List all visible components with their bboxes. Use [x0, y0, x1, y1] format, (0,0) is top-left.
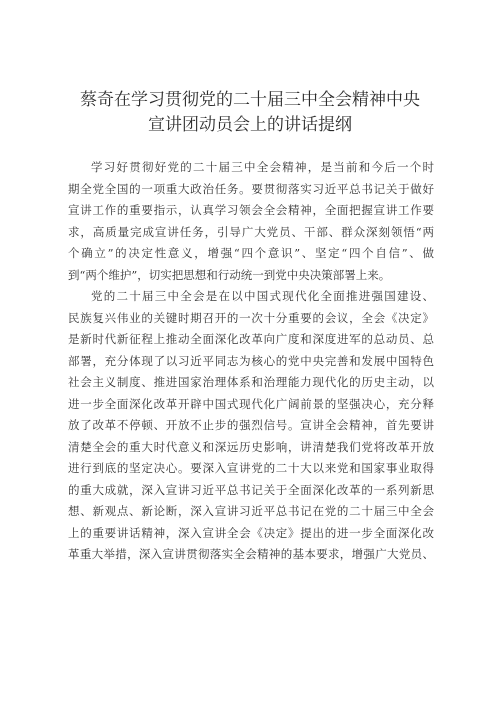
text-line: 学习好贯彻好党的二十届三中全会精神，是当前和今后一个时 [91, 160, 434, 174]
text-line: 的重大成就，深入宣讲习近平总书记关于全面深化改革的一系列新思 [68, 482, 434, 497]
text-line: 党的二十届三中全会是在以中国式现代化全面推进强国建设、 [91, 289, 434, 303]
text-line: 进行到底的坚定决心。要深入宣讲党的二十大以来党和国家事业取得 [68, 461, 434, 475]
text-line: 部署，充分体现了以习近平同志为核心的党中央完善和发展中国特色 [68, 353, 434, 368]
text-line: 革重大举措，深入宣讲贯彻落实全会精神的基本要求，增强广大党员、 [68, 547, 434, 561]
text-line: 放了改革不停顿、开放不止步的强烈信号。宣讲全会精神，首先要讲 [68, 418, 434, 432]
text-line: 进一步全面深化改革开辟中国式现代化广阔前景的坚强决心，充分释 [68, 396, 434, 411]
text-line: 民族复兴伟业的关键时期召开的一次十分重要的会议，全会《决定》 [68, 310, 434, 325]
text-line: 社会主义制度、推进国家治理体系和治理能力现代化的历史主动，以 [68, 375, 434, 389]
document-body [68, 157, 434, 566]
text-line: 想、新观点、新论断，深入宣讲习近平总书记在党的二十届三中全会 [68, 504, 434, 518]
text-line: 个确立”的决定性意义，增强“四个意识”、坚定“四个自信”、做 [68, 246, 434, 260]
text-line: 到“两个维护”，切实把思想和行动统一到党中央决策部署上来。 [68, 267, 391, 282]
text-line: 期全党全国的一项重大政治任务。要贯彻落实习近平总书记关于做好 [68, 181, 434, 196]
title-line-1: 蔡奇在学习贯彻党的二十届三中全会精神中央 [80, 90, 420, 110]
paragraph-1 [68, 157, 434, 286]
text-line: 上的重要讲话精神，深入宣讲全会《决定》提出的进一步全面深化改 [68, 525, 434, 540]
document-title [40, 88, 460, 138]
paragraph-2 [68, 286, 434, 566]
title-line-2: 宣讲团动员会上的讲话提纲 [148, 115, 352, 135]
text-line: 求，高质量完成宣讲任务，引导广大党员、干部、群众深刻领悟“两 [68, 224, 434, 239]
text-line: 宣讲工作的重要指示，认真学习领会全会精神，全面把握宣讲工作要 [68, 203, 434, 217]
text-line: 是新时代新征程上推动全面深化改革向广度和深度进军的总动员、总 [68, 332, 434, 346]
text-line: 清楚全会的重大时代意义和深远历史影响，讲清楚我们党将改革开放 [68, 439, 434, 454]
